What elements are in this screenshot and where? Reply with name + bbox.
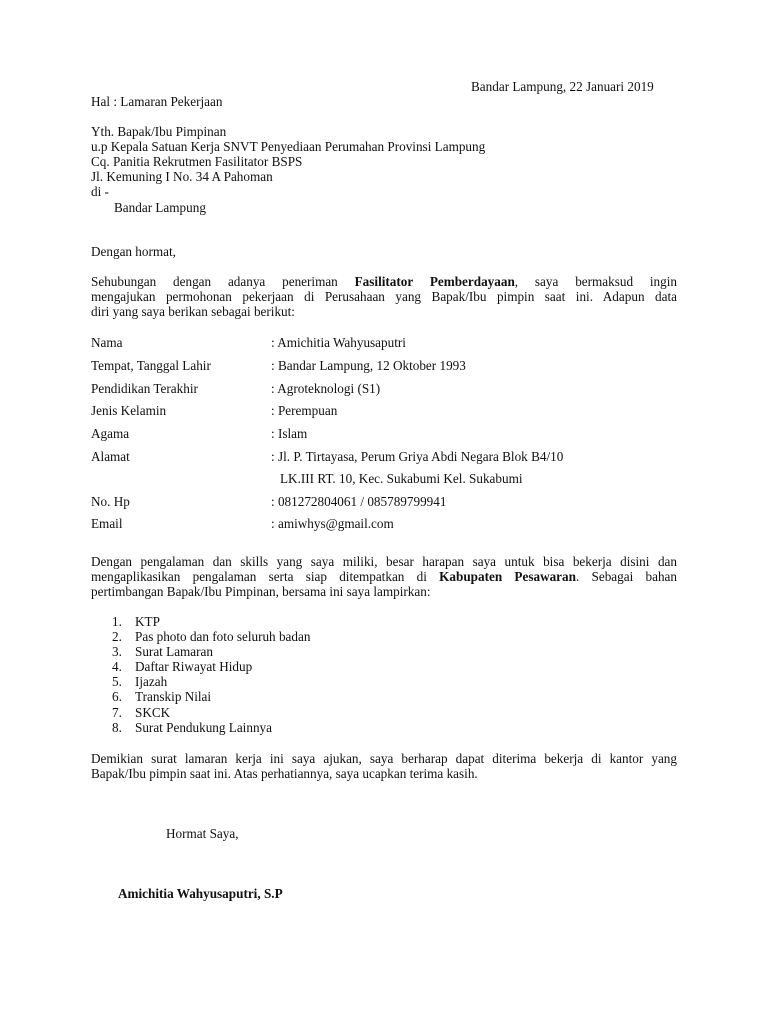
intro-text: mengajukan permohonan pekerjaan di Perusahaan yang Bapak/Ibu pimpin saat ini. Adapun data (91, 289, 677, 305)
list-item: KTP (135, 614, 160, 629)
field-label-email: Email (91, 516, 123, 531)
list-number: 8. (112, 720, 122, 735)
letter-subject: Hal : Lamaran Pekerjaan (91, 94, 223, 109)
recipient-line: Yth. Bapak/Ibu Pimpinan (91, 124, 227, 139)
list-number: 1. (112, 614, 122, 629)
field-value-no-hp: : 081272804061 / 085789799941 (271, 494, 447, 509)
field-label-ttl: Tempat, Tanggal Lahir (91, 358, 211, 373)
field-label-no-hp: No. Hp (91, 494, 130, 509)
list-item: Transkip Nilai (135, 689, 212, 704)
closing-text: Demikian surat lamaran kerja ini saya ajukan, saya berharap dapat diterima bekerja di kantor yang (91, 751, 677, 766)
intro-text: , saya bermaksud ingin (514, 274, 677, 289)
recipient-line: u.p Kepala Satuan Kerja SNVT Penyediaan Perumahan Provinsi Lampung (91, 139, 486, 154)
field-value-email: : amiwhys@gmail.com (271, 516, 394, 531)
greeting: Dengan hormat, (91, 244, 176, 259)
field-value-nama: : Amichitia Wahyusaputri (271, 335, 406, 350)
field-label-nama: Nama (91, 335, 123, 350)
intro-paragraph (91, 274, 677, 320)
field-value-jenis-kelamin: : Perempuan (271, 403, 338, 418)
closing-paragraph (91, 751, 677, 781)
intro-position-bold: Fasilitator Pemberdayaan (354, 274, 515, 289)
experience-text: mengaplikasikan pengalaman serta siap ditempatkan di (91, 569, 440, 585)
intro-text: diri yang saya berikan sebagai berikut: (91, 304, 295, 320)
list-number: 2. (112, 629, 122, 644)
list-number: 3. (112, 644, 122, 659)
list-item: Daftar Riwayat Hidup (135, 659, 253, 674)
intro-text: Sehubungan dengan adanya peneriman (91, 274, 355, 289)
closing-text: Bapak/Ibu pimpin saat ini. Atas perhatiannya, saya ucapkan terima kasih. (91, 766, 478, 782)
field-value-agama: : Islam (271, 426, 308, 441)
list-number: 6. (112, 689, 122, 704)
list-item: Pas photo dan foto seluruh badan (135, 629, 311, 644)
list-number: 5. (112, 674, 122, 689)
recipient-city: Bandar Lampung (114, 200, 206, 215)
experience-text: . Sebagai bahan (575, 569, 677, 585)
list-item: SKCK (135, 705, 171, 720)
place-date: Bandar Lampung, 22 Januari 2019 (471, 79, 654, 94)
list-number: 4. (112, 659, 122, 674)
field-label-alamat: Alamat (91, 449, 130, 464)
list-item: Surat Lamaran (135, 644, 213, 659)
experience-paragraph (91, 554, 677, 600)
signoff: Hormat Saya, (166, 826, 239, 841)
recipient-line: di - (91, 184, 109, 199)
field-value-pendidikan: : Agroteknologi (S1) (271, 381, 381, 396)
list-item: Surat Pendukung Lainnya (135, 720, 272, 735)
field-label-agama: Agama (91, 426, 130, 441)
field-label-pendidikan: Pendidikan Terakhir (91, 381, 198, 396)
recipient-line: Jl. Kemuning I No. 34 A Pahoman (91, 169, 273, 184)
list-number: 7. (112, 705, 122, 720)
field-label-jenis-kelamin: Jenis Kelamin (91, 403, 167, 418)
experience-location-bold: Kabupaten Pesawaran (439, 569, 576, 585)
list-item: Ijazah (135, 674, 168, 689)
field-value-ttl: : Bandar Lampung, 12 Oktober 1993 (271, 358, 466, 373)
signature-name: Amichitia Wahyusaputri, S.P (118, 886, 283, 901)
experience-text: pertimbangan Bapak/Ibu Pimpinan, bersama ini saya lampirkan: (91, 584, 431, 600)
field-value-alamat: : Jl. P. Tirtayasa, Perum Griya Abdi Negara Blok B4/10 (271, 449, 564, 464)
field-value-alamat-cont: LK.III RT. 10, Kec. Sukabumi Kel. Sukabumi (280, 471, 523, 486)
experience-text: Dengan pengalaman dan skills yang saya miliki, besar harapan saya untuk bisa bekerja disini dan (91, 554, 677, 569)
recipient-line: Cq. Panitia Rekrutmen Fasilitator BSPS (91, 154, 303, 169)
